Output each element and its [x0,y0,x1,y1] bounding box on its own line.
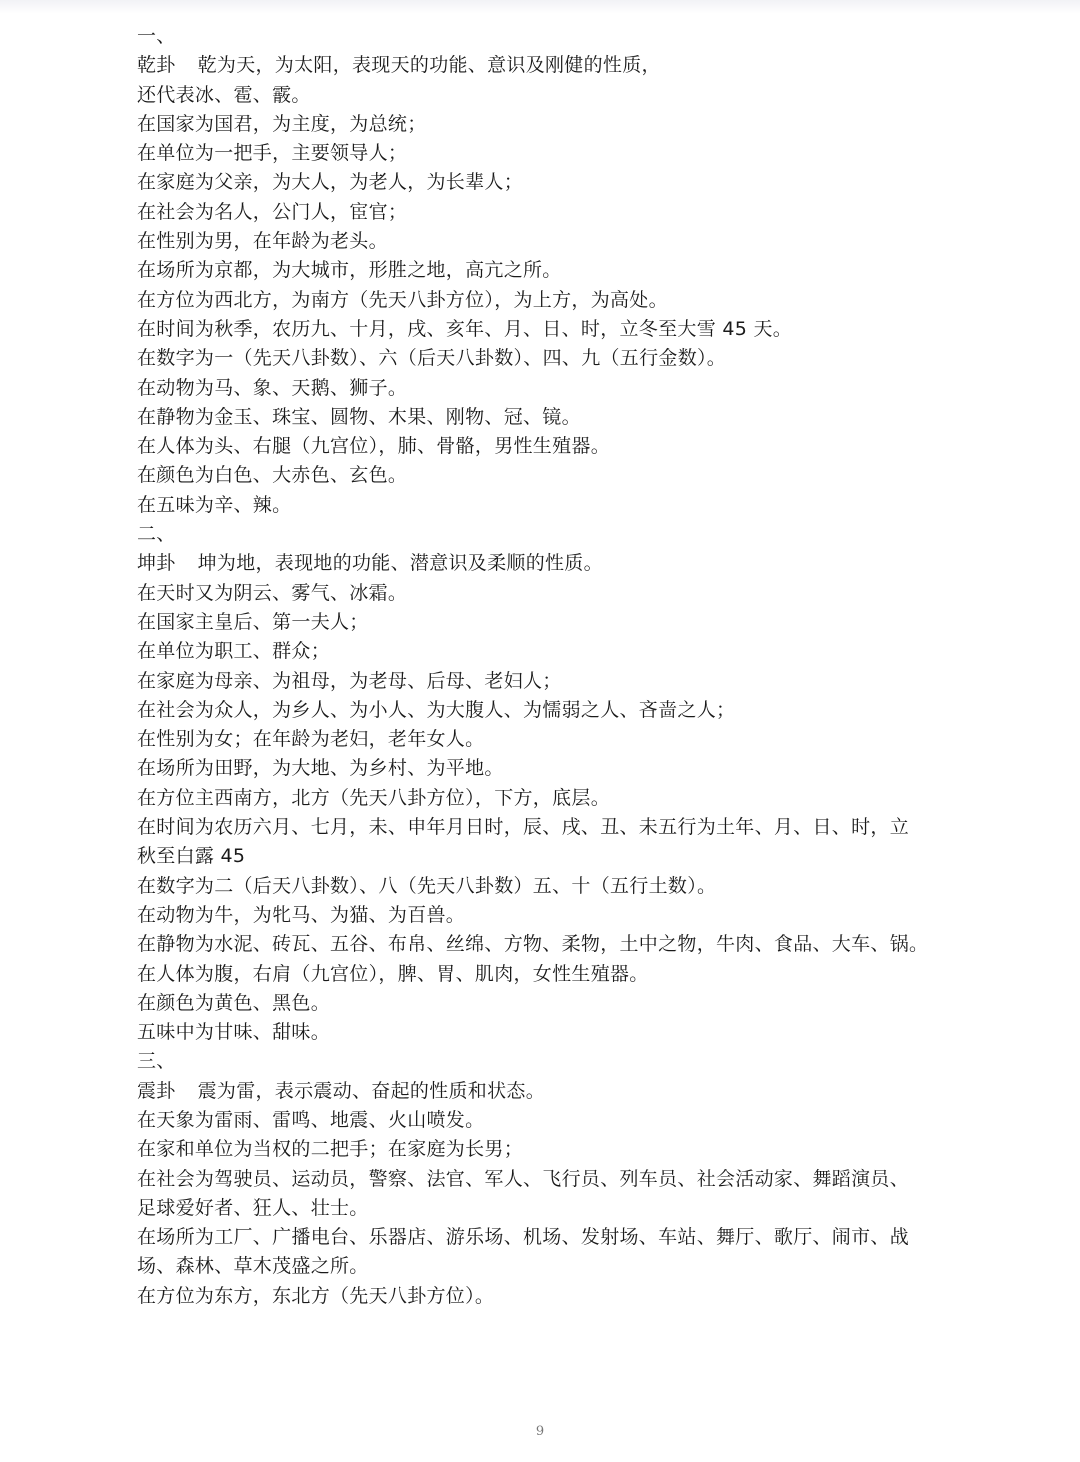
text-line: 在场所为工厂、广播电台、乐器店、游乐场、机场、发射场、车站、舞厅、歌厅、闹市、战 [137,1226,910,1249]
text-line: 在颜色为白色、大赤色、玄色。 [137,464,408,487]
page-number: 9 [535,1424,545,1439]
text-line: 在颜色为黄色、黑色。 [137,991,331,1014]
text-line: 在动物为牛，为牝马、为猫、为百兽。 [137,903,466,926]
text-line: 在时间为农历六月、七月，未、申年月日时，辰、戌、丑、未五行为土年、月、日、时，立 [137,816,910,839]
text-line: 在社会为名人，公门人，宦官； [137,200,408,223]
text-line: 在时间为秋季，农历九、十月，戌、亥年、月、日、时，立冬至大雪 45 天。 [137,317,793,340]
text-line: 在社会为众人，为乡人、为小人、为大腹人、为懦弱之人、吝啬之人； [137,698,736,721]
document-body [137,22,937,1311]
section-number: 二、 [137,523,176,546]
section-heading [137,549,937,578]
section-heading [137,1077,937,1106]
text-line: 在家庭为父亲，为大人，为老人，为长辈人； [137,171,524,194]
text-line: 在场所为田野，为大地、为乡村、为平地。 [137,757,504,780]
text-line: 在方位主西南方，北方（先天八卦方位），下方，底层。 [137,786,611,809]
text-line: 在人体为头、右腿（九宫位），肺、骨骼，男性生殖器。 [137,435,611,458]
text-line: 在性别为女；在年龄为老妇，老年女人。 [137,728,485,751]
text-line: 在人体为腹，右肩（九宫位），脾、胃、肌肉，女性生殖器。 [137,962,649,985]
text-line: 还代表冰、雹、霰。 [137,83,311,106]
text-line: 足球爱好者、狂人、壮士。 [137,1196,369,1219]
trigram-description: 震为雷，表示震动、奋起的性质和状态。 [197,1079,546,1102]
scan-top-shadow [0,0,1080,14]
text-line: 在方位为西北方，为南方（先天八卦方位），为上方，为高处。 [137,288,668,311]
trigram-description: 乾为天，为太阳，表现天的功能、意识及刚健的性质， [197,54,661,77]
text-line: 在五味为辛、辣。 [137,493,292,516]
text-line: 在国家主皇后、第一夫人； [137,610,369,633]
text-line: 在动物为马、象、天鹅、狮子。 [137,376,408,399]
text-line: 秋至白露 45 [137,845,246,868]
text-line: 在数字为一（先天八卦数）、六（后天八卦数）、四、九（五行金数）。 [137,347,727,370]
text-line: 在静物为水泥、砖瓦、五谷、布帛、丝绵、方物、柔物，土中之物，牛肉、食品、大车、锅。 [137,933,929,956]
text-line: 在数字为二（后天八卦数）、八（先天八卦数）五、十（五行土数）。 [137,874,717,897]
section-heading [137,51,937,80]
trigram-description: 坤为地，表现地的功能、潜意识及柔顺的性质。 [197,552,603,575]
text-line: 在社会为驾驶员、运动员，警察、法官、军人、飞行员、列车员、社会活动家、舞蹈演员、 [137,1167,910,1190]
text-line: 在家和单位为当权的二把手；在家庭为长男； [137,1138,524,1161]
text-line: 在家庭为母亲、为祖母，为老母、后母、老妇人； [137,669,562,692]
text-line: 在天象为雷雨、雷鸣、地震、火山喷发。 [137,1108,485,1131]
text-line: 在天时又为阴云、雾气、冰霜。 [137,581,408,604]
trigram-name: 乾卦 [137,54,176,77]
text-line: 在单位为一把手，主要领导人； [137,142,408,165]
text-line: 场、森林、草木茂盛之所。 [137,1255,369,1278]
text-line: 在场所为京都，为大城市，形胜之地，高亢之所。 [137,259,562,282]
trigram-name: 坤卦 [137,552,176,575]
trigram-name: 震卦 [137,1079,176,1102]
text-line: 在静物为金玉、珠宝、圆物、木果、刚物、冠、镜。 [137,405,581,428]
text-line: 在国家为国君，为主度，为总统； [137,112,427,135]
section-number: 一、 [137,25,176,47]
text-line: 五味中为甘味、甜味。 [137,1021,331,1044]
section-number: 三、 [137,1050,176,1073]
text-line: 在单位为职工、群众； [137,640,331,663]
text-line: 在性别为男，在年龄为老头。 [137,230,388,253]
text-line: 在方位为东方，东北方（先天八卦方位）。 [137,1284,495,1307]
